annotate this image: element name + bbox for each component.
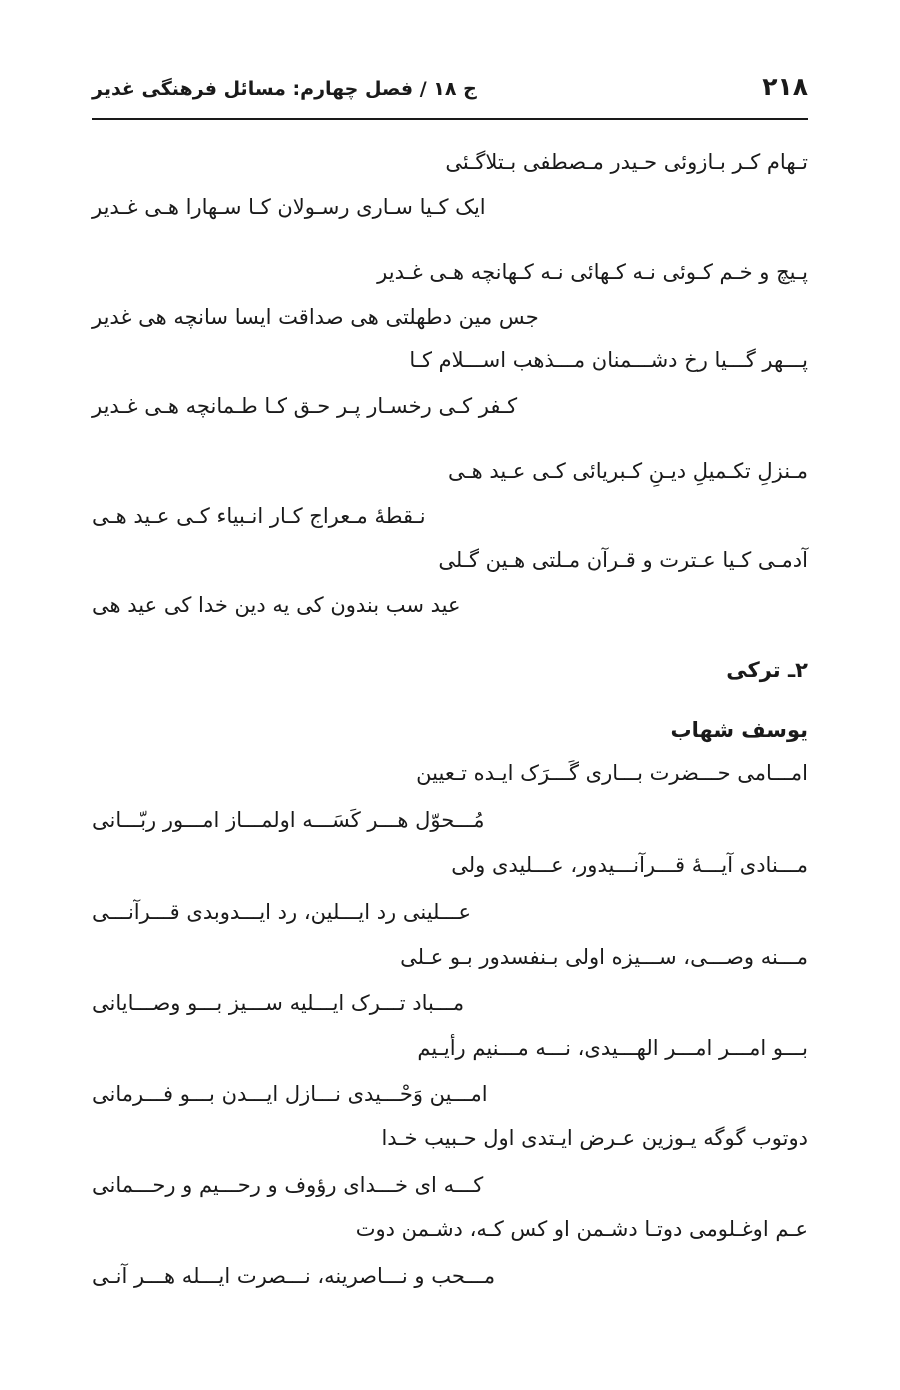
running-title: ج ۱۸ / فصل چهارم: مسائل فرهنگی غدیر (92, 78, 477, 100)
poem-line: مُـــحوّل هـــر کَسَـــه اولمـــاز امـــور ربّـــانی (92, 808, 485, 832)
page-header (92, 72, 808, 120)
poem-line: کـــه ای خـــدای رؤوف و رحـــیم و رحـــمانی (92, 1173, 484, 1197)
poem-line: عـم اوغـلومی دوتـا دشـمن او کس کـه، دشـمن دوت (355, 1217, 808, 1241)
poem-line: نـقطهٔ مـعراج کـار انـبیاء کـی عـید هـی (92, 504, 426, 528)
poem-line: امـــین وَحْـــیدی نـــازل ایـــدن بـــو فـــرمانی (92, 1082, 488, 1106)
poet-name: یوسف شهاب (670, 718, 808, 742)
page-number: ۲۱۸ (762, 72, 808, 101)
poem-line: بـــو امـــر امـــر الهـــیدی، نـــه مـــنیم رأیـیم (417, 1036, 808, 1060)
poem-line: مـــنه وصـــی، ســـیزه اولی بـنفسدور بـو عـلی (400, 945, 808, 969)
poem-line: مـــنادی آیـــهٔ قـــرآنـــیدور، عـــلیدی ولی (451, 853, 808, 877)
poem-line: مـــحب و نـــاصرینه، نـــصرت ایـــله هـــر آنـی (92, 1264, 496, 1288)
poem-line: ایک کـیا سـاری رسـولان کـا سـهارا هـی غـدیر (92, 195, 486, 219)
poem-line: مـــباد تـــرک ایـــلیه ســـیز بـــو وصـــایانی (92, 991, 465, 1015)
poem-line: عید سب بندون کی یه دین خدا کی عید هی (92, 593, 461, 617)
section-title: ۲ـ ترکی (726, 658, 808, 682)
poem-line: عـــلینی رد ایـــلین، رد ایـــدوبدی قـــرآنـــی (92, 900, 471, 924)
poem-line: امـــامی حـــضرت بـــاری گَـــرَک ایـده تـعیین (416, 761, 808, 785)
poem-line: پـــهر گـــیا رخ دشـــمنان مـــذهب اســـلام کـا (409, 348, 808, 372)
poem-line: آدمـی کـیا عـترت و قـرآن مـلتی هـین گـلی (438, 548, 808, 572)
poem-line: مـنزلِ تکـمیلِ دیـنِ کـبریائی کـی عـید هـی (447, 459, 808, 483)
poem-line: کـفر کـی رخسـار پـر حـق کـا طـمانچه هـی غـدیر (92, 394, 518, 418)
poem-line: تـهام کـر بـازوئی حـیدر مـصطفی بـتلاگـئی (445, 150, 808, 174)
poem-line: دوتوب گوگه یـوزین عـرض ایـتدی اول حـبیب خـدا (381, 1126, 808, 1150)
poem-line: جس مین دطهلتی هی صداقت ایسا سانچه هی غدیر (92, 305, 539, 329)
poem-line: پـیچ و خـم کـوئی نـه کـهائی نـه کـهانچه هـی غـدیر (377, 260, 808, 284)
